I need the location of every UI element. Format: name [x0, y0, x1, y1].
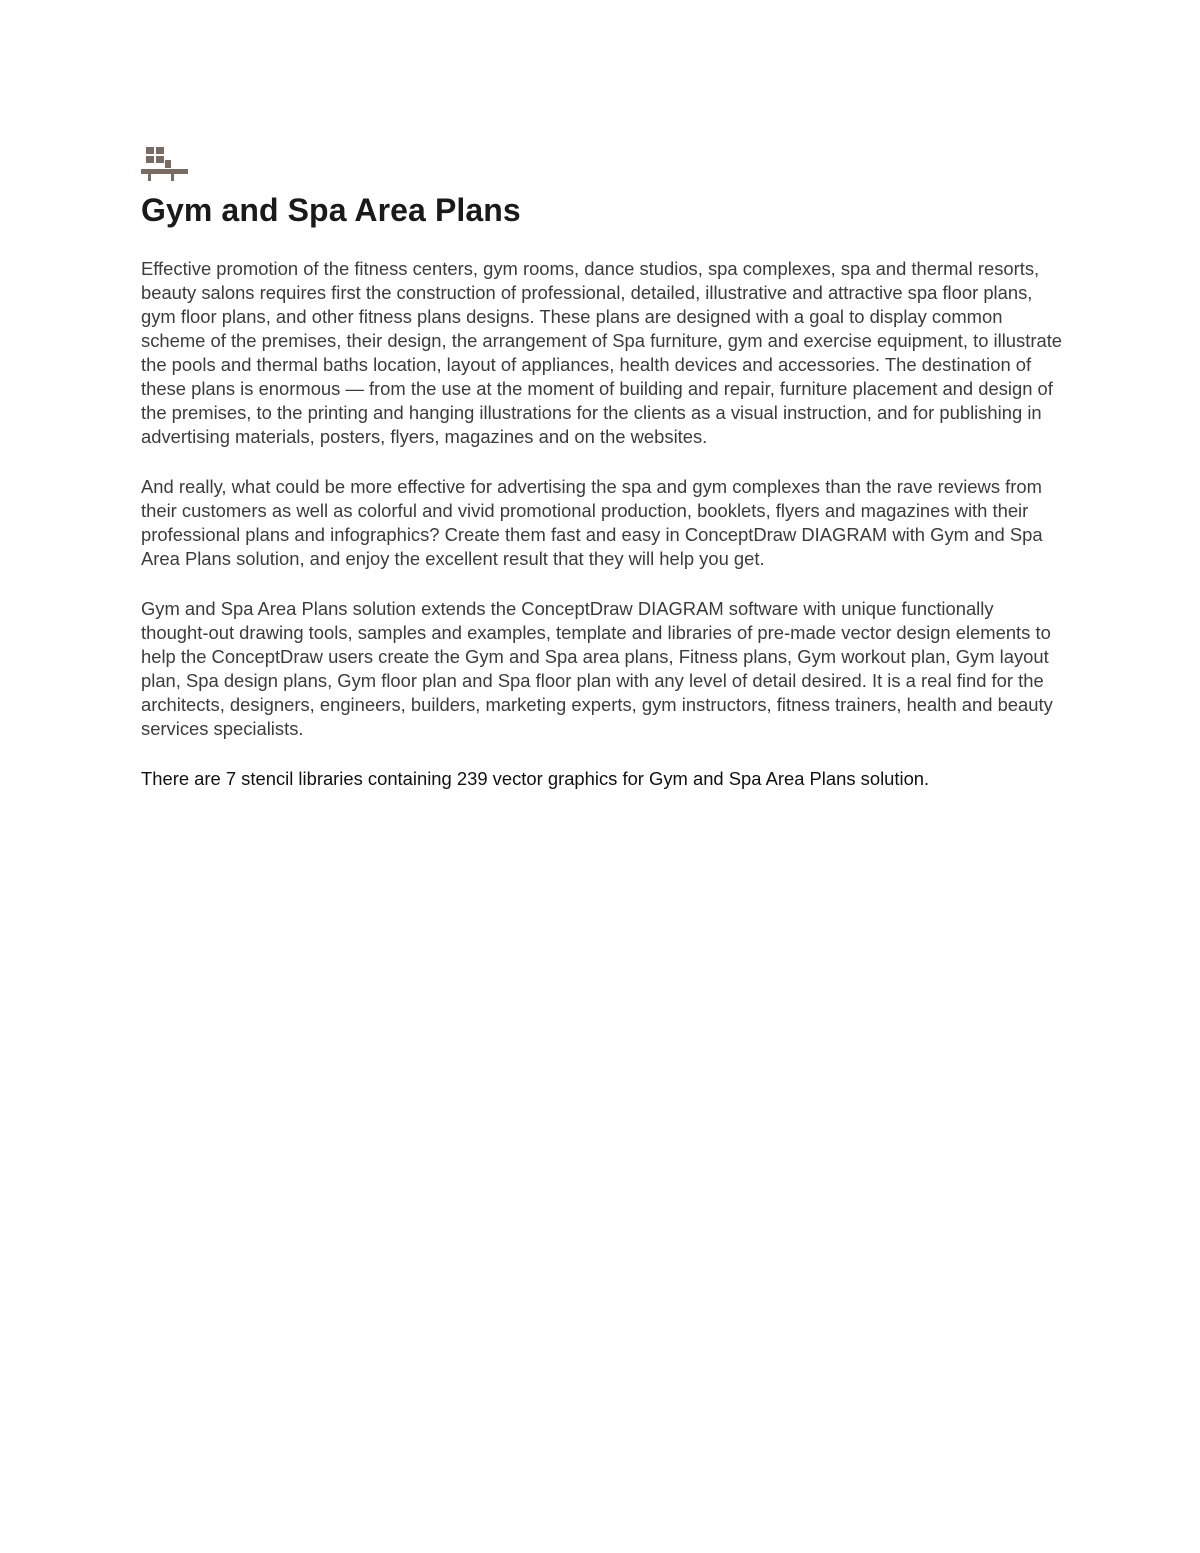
gym-and-spa-solution-icon [140, 145, 190, 185]
solution-paragraph: Gym and Spa Area Plans solution extends the ConceptDraw DIAGRAM software with unique functionally thought-out drawing tools, samples and examples, template and libraries of pre-made vector design elements to help the ConceptDraw users create the Gym and Spa area plans, Fitness plans, Gym workout plan, Gym layout plan, Spa design plans, Gym floor plan and Spa floor plan with any level of detail desired. It is a real find for the architects, designers, engineers, builders, marketing experts, gym instructors, fitness trainers, health and beauty services specialists. [141, 598, 1053, 739]
advertising-paragraph: And really, what could be more effective for advertising the spa and gym complexes than the rave reviews from their customers as well as colorful and vivid promotional production, booklets, flyers and magazines with their professional plans and infographics? Create them fast and easy in ConceptDraw DIAGRAM with Gym and Spa Area Plans solution, and enjoy the excellent result that they will help you get. [141, 476, 1043, 569]
library-summary: There are 7 stencil libraries containing 239 vector graphics for Gym and Spa Area Plans solution. [141, 768, 930, 789]
document-body [141, 257, 1066, 817]
intro-paragraph: Effective promotion of the fitness centers, gym rooms, dance studios, spa complexes, spa and thermal resorts, beauty salons requires first the construction of professional, detailed, illustrative and attractive spa floor plans, gym floor plans, and other fitness plans designs. These plans are designed with a goal to display common scheme of the premises, their design, the arrangement of Spa furniture, gym and exercise equipment, to illustrate the pools and thermal baths location, layout of appliances, health devices and accessories. The destination of these plans is enormous — from the use at the moment of building and repair, furniture placement and design of the premises, to the printing and hanging illustrations for the clients as a visual instruction, and for publishing in advertising materials, posters, flyers, magazines and on the websites. [141, 258, 1063, 447]
page-title: Gym and Spa Area Plans [141, 192, 521, 228]
